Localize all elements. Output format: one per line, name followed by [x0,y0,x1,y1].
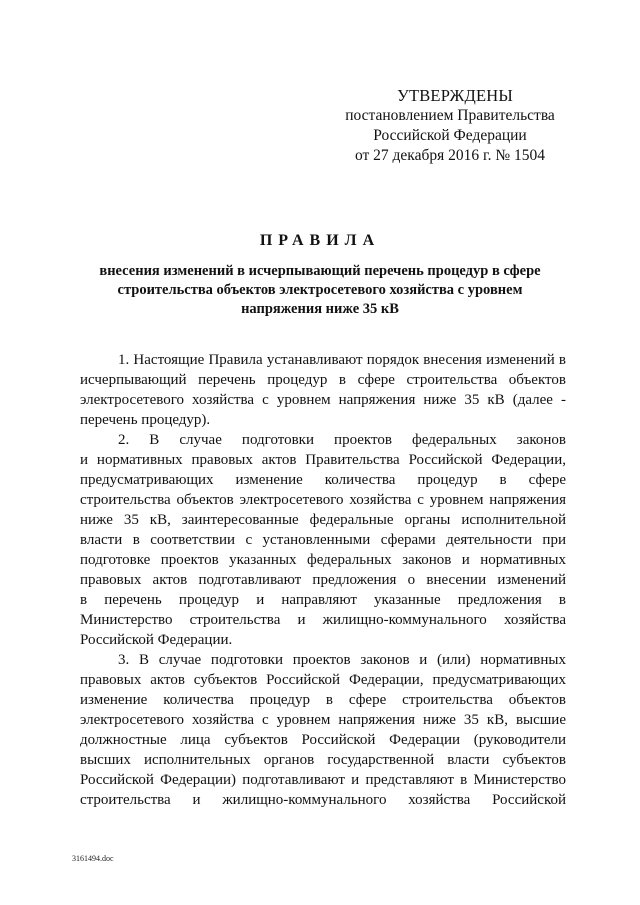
document-title: ПРАВИЛА [259,232,381,249]
text-line: правовых актов подготавливают предложения о внесении изменений [80,572,566,588]
text-line: ниже 35 кВ, заинтересованные федеральные органы исполнительной [80,512,566,528]
text-line: 1. Настоящие Правила устанавливают порядок внесения изменений в [118,352,566,368]
subtitle-line: строительства объектов электросетевого хозяйства с уровнем [117,282,523,298]
text-line: электросетевого хозяйства с уровнем напряжения ниже 35 кВ (далее - [80,392,566,408]
subtitle-line: напряжения ниже 35 кВ [241,301,399,317]
file-reference: 3161494.doc [72,854,114,863]
text-line: предусматривающих изменение количества процедур в сфере [80,472,566,488]
text-line: Российской Федерации) подготавливают и представляют в Министерство [80,772,566,788]
text-line: 2. В случае подготовки проектов федеральных законов [118,432,566,448]
text-line: должностные лица субъектов Российской Федерации (руководители [80,732,566,748]
document-subtitle [80,262,560,319]
paragraph-2 [80,430,566,650]
text-line: строительства и жилищно-коммунального хозяйства Российской [80,792,566,808]
text-line: Российской Федерации. [80,632,233,648]
document-body [80,350,566,810]
text-line: правовых актов субъектов Российской Федерации, предусматривающих [80,672,566,688]
text-line: в перечень процедур и направляют указанные предложения в [80,592,566,608]
text-line: подготовке проектов указанных федеральных законов и нормативных [80,552,566,568]
text-line: высших исполнительных органов государственной власти субъектов [80,752,566,768]
approval-line: Российской Федерации [373,127,527,144]
text-line: электросетевого хозяйства с уровнем напряжения ниже 35 кВ, высшие [80,712,566,728]
text-line: перечень процедур). [80,412,211,428]
text-line: власти в соответствии с установленными сферами деятельности при [80,532,566,548]
text-line: строительства объектов электросетевого хозяйства с уровнем напряжения [80,492,566,508]
text-line: 3. В случае подготовки проектов законов и (или) нормативных [118,652,566,668]
text-line: исчерпывающий перечень процедур в сфере строительства объектов [80,372,566,388]
approval-line: постановлением Правительства [345,107,555,124]
paragraph-1 [80,350,566,430]
paragraph-3 [80,650,566,810]
approval-date-number: от 27 декабря 2016 г. № 1504 [354,147,546,164]
subtitle-line: внесения изменений в исчерпывающий перечень процедур в сфере [99,263,541,279]
text-line: изменение количества процедур в сфере строительства объектов [80,692,566,708]
text-line: и нормативных правовых актов Правительства Российской Федерации, [80,452,566,468]
approval-heading: УТВЕРЖДЕНЫ [397,86,513,105]
text-line: Министерство строительства и жилищно-коммунального хозяйства [80,612,566,628]
approval-stamp [330,86,570,166]
